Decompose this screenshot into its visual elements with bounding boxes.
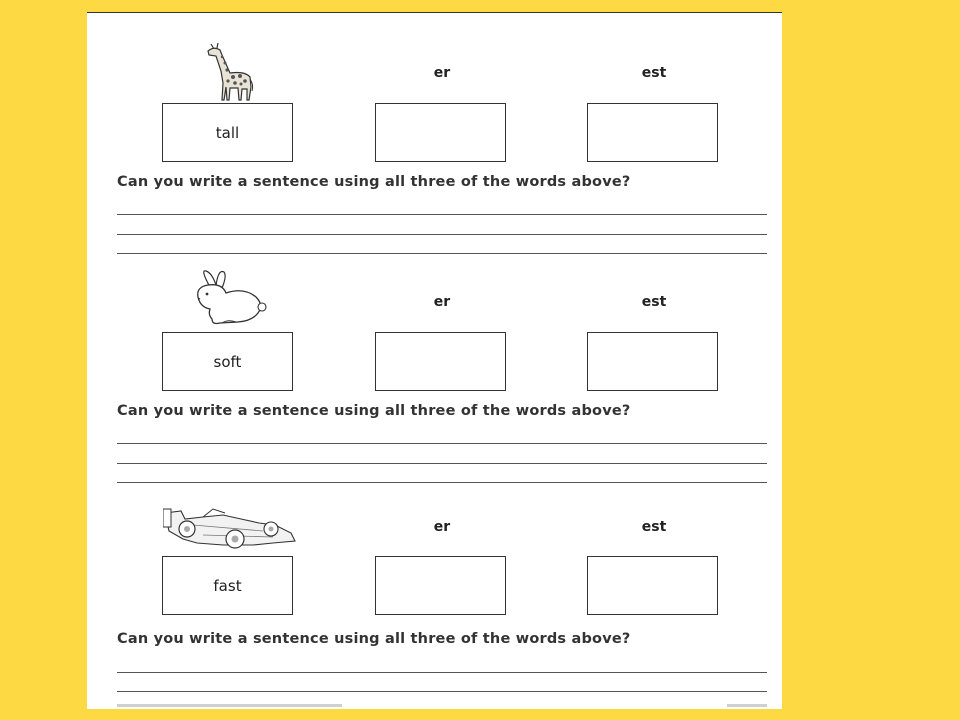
suffix-er-label: er — [433, 294, 451, 310]
base-word-box — [162, 332, 293, 391]
base-word-text: soft — [213, 352, 242, 371]
giraffe-icon — [205, 43, 255, 101]
suffix-est-label: est — [641, 519, 667, 535]
sentence-prompt: Can you write a sentence using all three of the words above? — [117, 174, 631, 190]
footer-divider — [727, 704, 767, 707]
writing-line[interactable] — [117, 672, 767, 673]
worksheet-section-2 — [87, 263, 782, 493]
rabbit-icon — [192, 267, 268, 327]
writing-line[interactable] — [117, 463, 767, 464]
writing-line[interactable] — [117, 214, 767, 215]
writing-line[interactable] — [117, 234, 767, 235]
sentence-prompt: Can you write a sentence using all three of the words above? — [117, 631, 631, 647]
writing-line[interactable] — [117, 691, 767, 692]
base-word-box — [162, 103, 293, 162]
est-answer-box[interactable] — [587, 332, 718, 391]
worksheet-section-1 — [87, 13, 782, 263]
er-answer-box[interactable] — [375, 103, 506, 162]
er-answer-box[interactable] — [375, 556, 506, 615]
suffix-est-label: est — [641, 65, 667, 81]
base-word-text: tall — [215, 123, 240, 142]
suffix-er-label: er — [433, 519, 451, 535]
worksheet-page — [87, 12, 782, 709]
sentence-prompt: Can you write a sentence using all three of the words above? — [117, 403, 631, 419]
base-word-box — [162, 556, 293, 615]
writing-line[interactable] — [117, 253, 767, 254]
suffix-est-label: est — [641, 294, 667, 310]
race-car-icon — [163, 501, 297, 551]
footer-divider — [117, 704, 342, 707]
base-word-text: fast — [213, 576, 242, 595]
est-answer-box[interactable] — [587, 556, 718, 615]
est-answer-box[interactable] — [587, 103, 718, 162]
writing-line[interactable] — [117, 482, 767, 483]
writing-line[interactable] — [117, 443, 767, 444]
suffix-er-label: er — [433, 65, 451, 81]
worksheet-section-3 — [87, 493, 782, 709]
er-answer-box[interactable] — [375, 332, 506, 391]
